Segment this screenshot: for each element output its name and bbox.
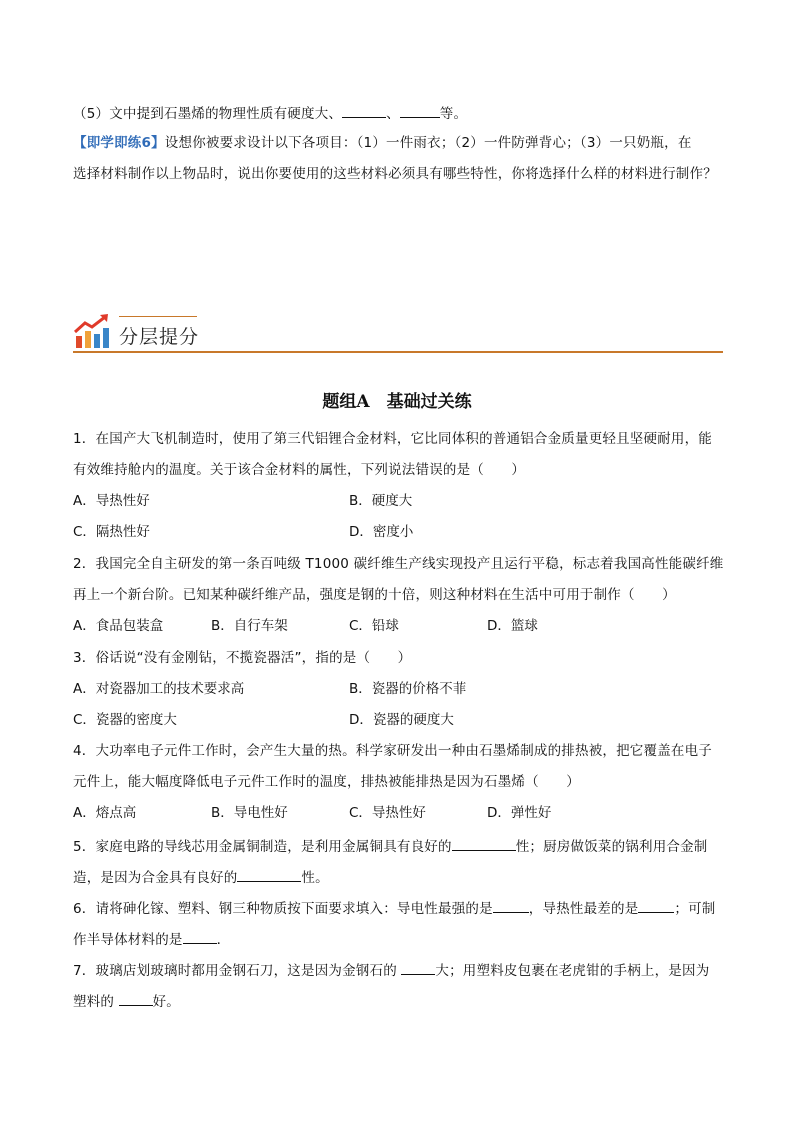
q3-option-c[interactable]: C．瓷器的密度大 — [73, 712, 177, 728]
q3-option-a[interactable]: A．对瓷器加工的技术要求高 — [73, 681, 245, 697]
q1-line1: 1．在国产大飞机制造时，使用了第三代铝锂合金材料，它比同体积的普通铝合金质量更轻且坚硬耐用，能 — [73, 431, 712, 447]
answer-blank[interactable] — [183, 929, 217, 944]
answer-blank[interactable] — [493, 898, 529, 913]
q4-line1: 4．大功率电子元件工作时，会产生大量的热。科学家研发出一种由石墨烯制成的排热被，把它覆盖在电子 — [73, 743, 712, 759]
q2-option-c[interactable]: C．铅球 — [349, 618, 399, 634]
q4-option-a[interactable]: A．熔点高 — [73, 805, 137, 821]
answer-blank[interactable] — [342, 103, 386, 118]
q3-option-d[interactable]: D．瓷器的硬度大 — [349, 712, 454, 728]
q2-option-a[interactable]: A．食品包装盒 — [73, 618, 164, 634]
q5-line2: 造，是因为合金具有良好的 性。 — [73, 867, 723, 887]
q2-line2: 再上一个新台阶。已知某种碳纤维产品，强度是钢的十倍，则这种材料在生活中可用于制作（ ） — [73, 587, 676, 603]
q5-line1: 5．家庭电路的导线芯用金属铜制造，是利用金属铜具有良好的 性；厨房做饭菜的锅利用合金制 — [73, 836, 723, 856]
q7-line1: 7．玻璃店划玻璃时都用金钢石刀，这是因为金钢石的 大；用塑料皮包裹在老虎钳的手柄上，是因为 — [73, 960, 723, 980]
q1-option-b[interactable]: B．硬度大 — [349, 493, 413, 509]
q3-line1: 3．俗话说“没有金刚钻，不揽瓷器活”，指的是（ ） — [73, 650, 412, 666]
q3-option-b[interactable]: B．瓷器的价格不菲 — [349, 681, 467, 697]
section-divider — [73, 351, 723, 353]
answer-blank[interactable] — [401, 960, 435, 975]
q1-option-a[interactable]: A．导热性好 — [73, 493, 150, 509]
answer-blank[interactable] — [452, 836, 516, 851]
q2-option-d[interactable]: D．篮球 — [487, 618, 538, 634]
q6-line1: 6．请将砷化镓、塑料、钢三种物质按下面要求填入：导电性最强的是 ，导热性最差的是 ；可制 — [73, 898, 723, 918]
q5-sub-prefix: （5）文中提到石墨烯的物理性质有硬度大、 — [73, 106, 343, 122]
q4-option-d[interactable]: D．弹性好 — [487, 805, 552, 821]
answer-blank[interactable] — [119, 991, 153, 1006]
answer-blank[interactable] — [400, 103, 440, 118]
q4-option-c[interactable]: C．导热性好 — [349, 805, 426, 821]
group-title: 题组A 基础过关练 — [322, 392, 472, 412]
answer-blank[interactable] — [638, 898, 674, 913]
q6-line2: 作半导体材料的是 ． — [73, 929, 723, 949]
answer-blank[interactable] — [237, 867, 301, 882]
section-header — [73, 312, 723, 356]
q5-sub-line: （5）文中提到石墨烯的物理性质有硬度大、 、 等。 — [73, 103, 723, 123]
q4-line2: 元件上，能大幅度降低电子元件工作时的温度，排热被能排热是因为石墨烯（ ） — [73, 774, 580, 790]
section-title: 分层提分 — [119, 326, 200, 348]
q2-line1: 2．我国完全自主研发的第一条百吨级 T1000 碳纤维生产线实现投产且运行平稳，标志着我国高性能碳纤维 — [73, 556, 724, 572]
q2-option-b[interactable]: B．自行车架 — [211, 618, 288, 634]
practice6-line1: 【即学即练6】设想你被要求设计以下各项目：（1）一件雨衣；（2）一件防弹背心；（3）一只奶瓶，在 — [73, 135, 692, 151]
practice6-line2: 选择材料制作以上物品时，说出你要使用的这些材料必须具有哪些特性，你将选择什么样的材料进行制作？ — [73, 166, 717, 182]
bar-chart-arrow-icon — [73, 314, 113, 350]
q1-option-c[interactable]: C．隔热性好 — [73, 524, 150, 540]
practice6-tag: 【即学即练6】 — [73, 135, 165, 151]
q1-line2: 有效维持舱内的温度。关于该合金材料的属性，下列说法错误的是（ ） — [73, 462, 526, 478]
section-top-line — [119, 316, 197, 317]
q1-option-d[interactable]: D．密度小 — [349, 524, 414, 540]
q4-option-b[interactable]: B．导电性好 — [211, 805, 288, 821]
q7-line2: 塑料的 好。 — [73, 991, 723, 1011]
